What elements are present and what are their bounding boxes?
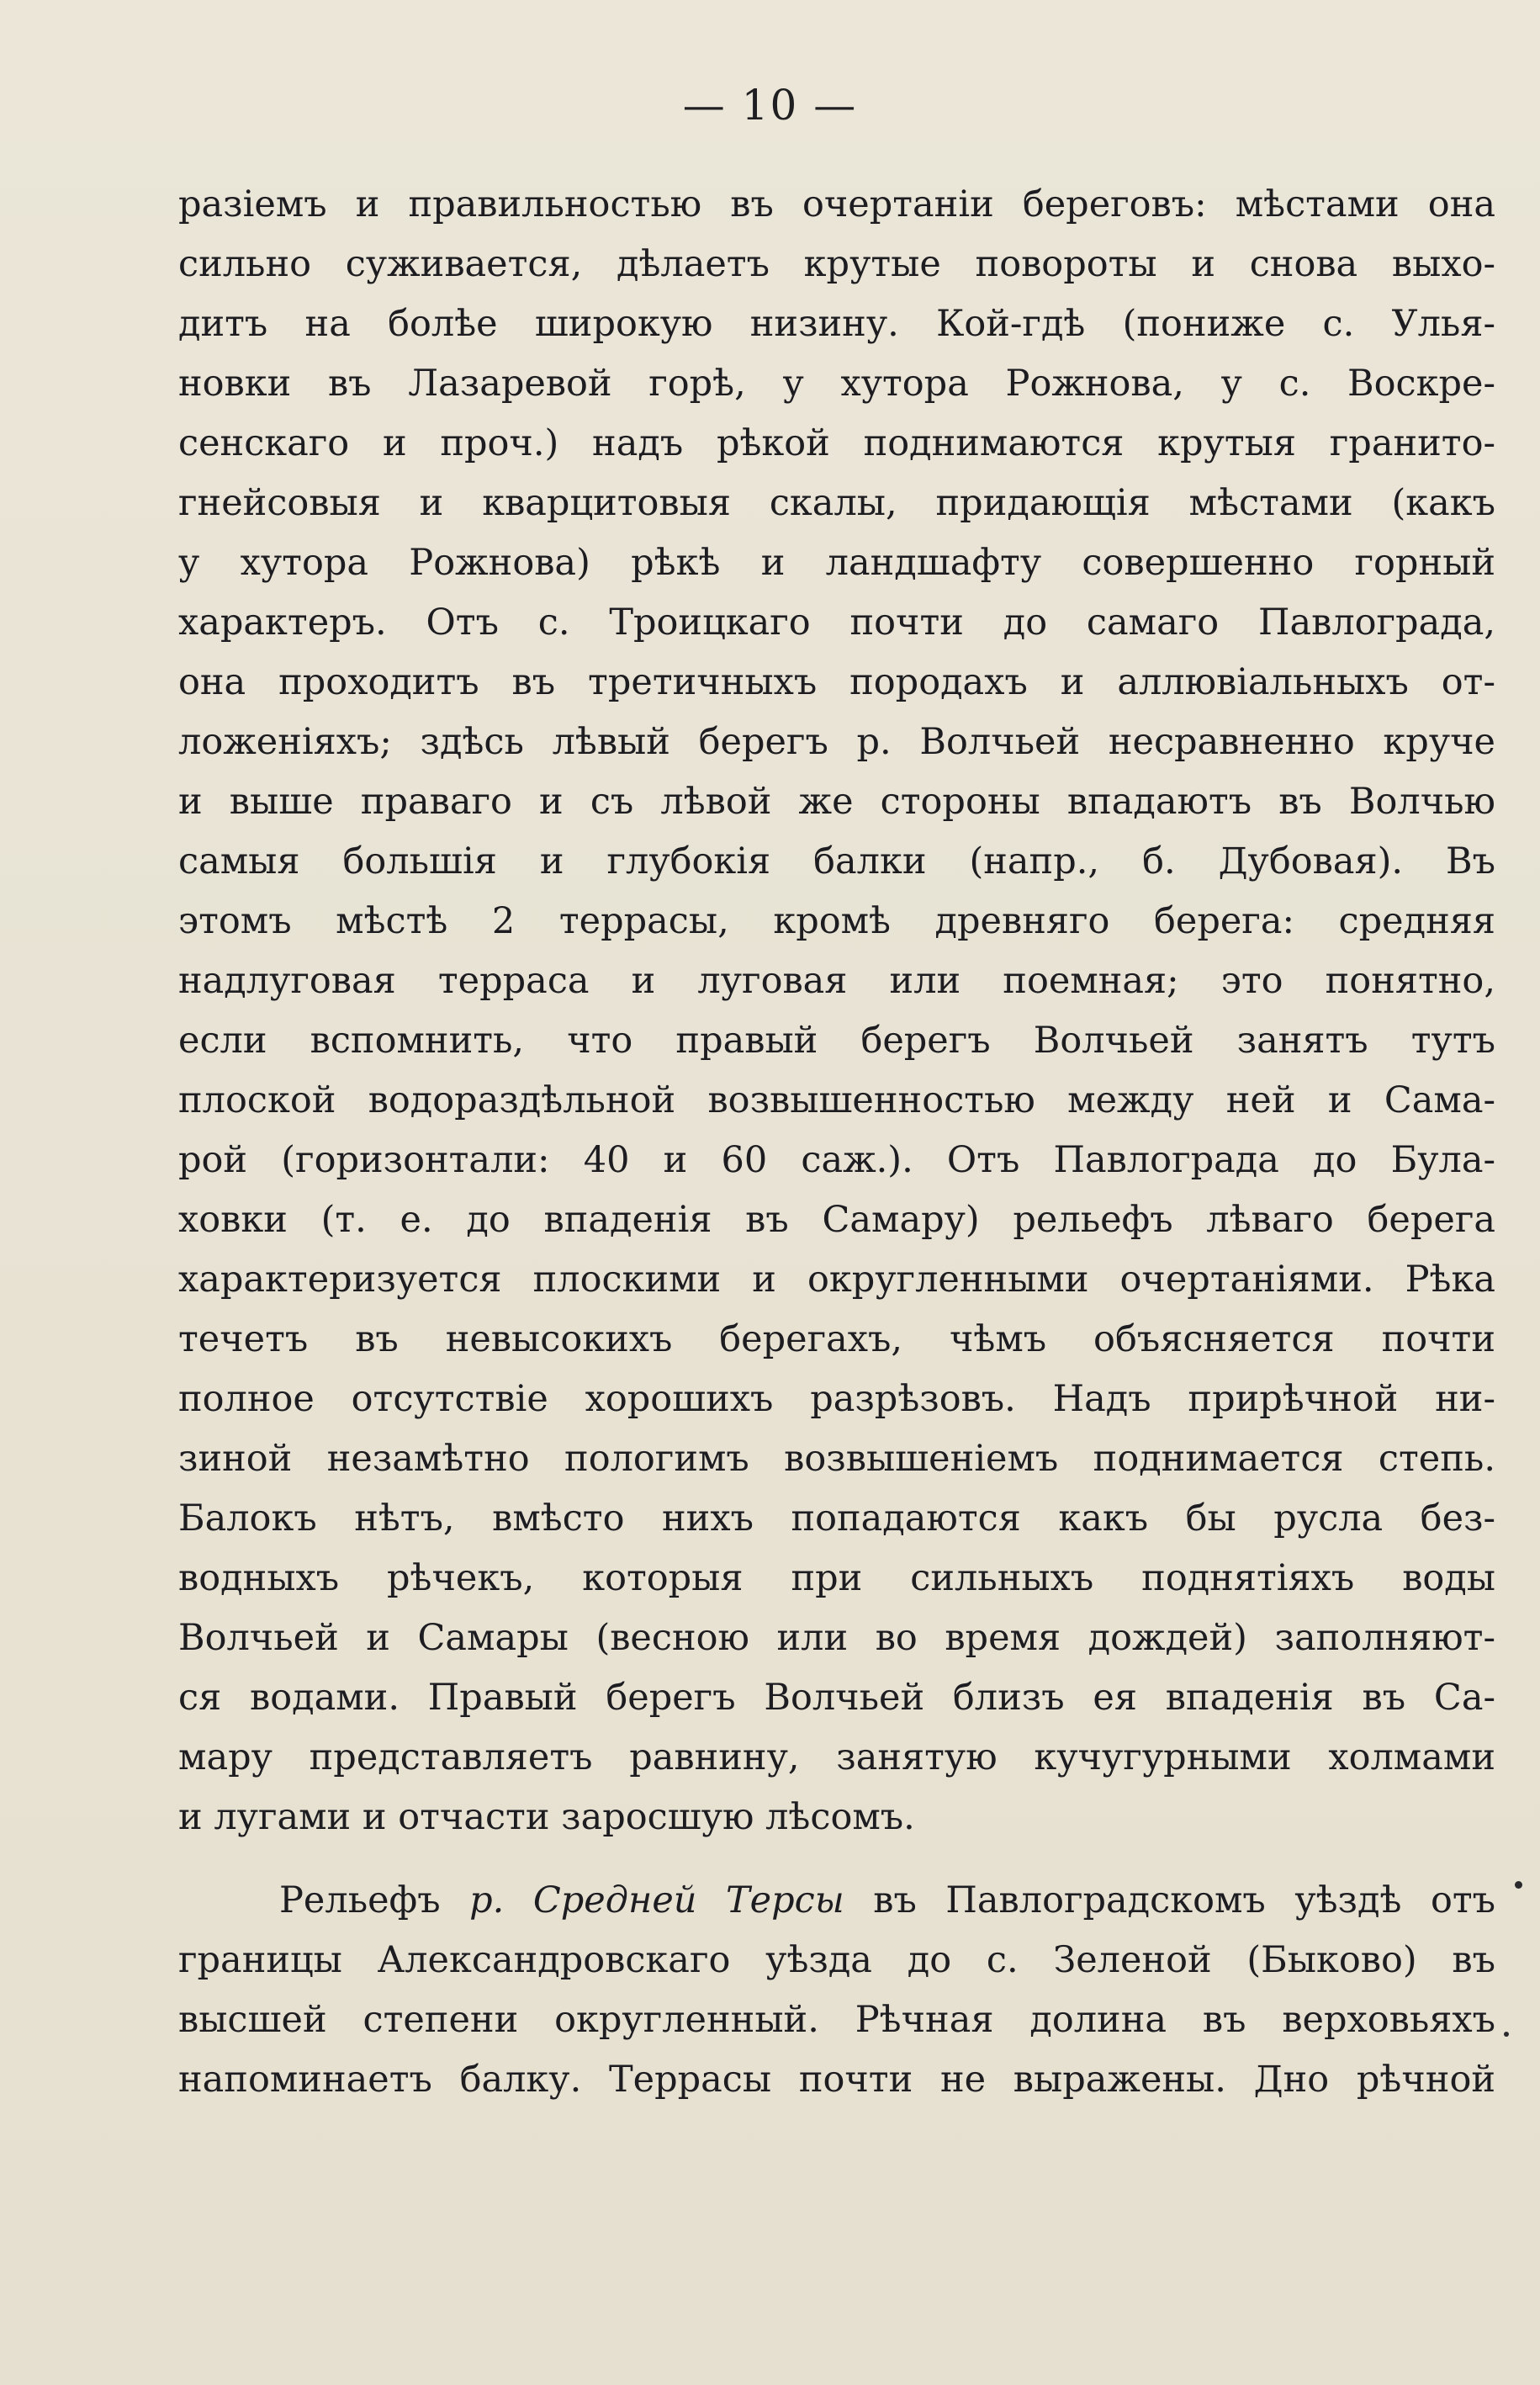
text-line: характеризуется плоскими и округленными очертаніями. Рѣка <box>178 1259 1495 1301</box>
text-line: характеръ. Отъ с. Троицкаго почти до самаго Павлограда, <box>178 602 1495 644</box>
print-speck <box>1515 1881 1522 1889</box>
text-line: плоской водораздѣльной возвышенностью между ней и Сама- <box>178 1079 1495 1121</box>
paragraph-gap <box>178 1847 1495 1871</box>
text-line: и лугами и отчасти заросшую лѣсомъ. <box>178 1796 915 1838</box>
text-line: течетъ въ невысокихъ берегахъ, чѣмъ объясняется почти <box>178 1318 1495 1360</box>
text-line: зиной незамѣтно пологимъ возвышеніемъ поднимается степь. <box>178 1438 1495 1480</box>
text-line: и выше праваго и съ лѣвой же стороны впадаютъ въ Волчью <box>178 781 1495 823</box>
text-line: разіемъ и правильностью въ очертаніи береговъ: мѣстами она <box>178 183 1495 225</box>
text-span: Рельефъ <box>279 1879 470 1921</box>
text-line: границы Александровскаго уѣзда до с. Зеленой (Быково) въ <box>178 1939 1495 1981</box>
text-line: гнейсовыя и кварцитовыя скалы, придающія мѣстами (какъ <box>178 482 1495 524</box>
text-line: надлуговая терраса и луговая или поемная; это понятно, <box>178 960 1495 1002</box>
text-line: самыя большія и глубокія балки (напр., б. Дубовая). Въ <box>178 840 1495 882</box>
text-line: ся водами. Правый берегъ Волчьей близъ ея впаденія въ Са- <box>178 1677 1495 1719</box>
text-span: въ Павлоградскомъ уѣздѣ отъ <box>844 1879 1495 1921</box>
text-line: дитъ на болѣе широкую низину. Кой-гдѣ (пониже с. Улья- <box>178 303 1495 345</box>
text-line: ложеніяхъ; здѣсь лѣвый берегъ р. Волчьей несравненно круче <box>178 721 1495 763</box>
text-line: Балокъ нѣтъ, вмѣсто нихъ попадаются какъ бы русла без- <box>178 1497 1495 1540</box>
text-line: водныхъ рѣчекъ, которыя при сильныхъ поднятіяхъ воды <box>178 1557 1495 1599</box>
text-line: сенскаго и проч.) надъ рѣкой поднимаются крутыя гранито- <box>178 422 1495 464</box>
text-line: она проходитъ въ третичныхъ породахъ и аллювіальныхъ от- <box>178 661 1495 703</box>
text-line: сильно суживается, дѣлаетъ крутые повороты и снова выхо- <box>178 243 1495 285</box>
text-line: высшей степени округленный. Рѣчная долина въ верховьяхъ <box>178 1999 1495 2041</box>
text-line: у хутора Рожнова) рѣкѣ и ландшафту совершенно горный <box>178 542 1495 584</box>
text-line: ховки (т. е. до впаденія въ Самару) рельефъ лѣваго берега <box>178 1199 1495 1241</box>
text-line: полное отсутствіе хорошихъ разрѣзовъ. Надъ прирѣчной ни- <box>178 1378 1495 1420</box>
text-line: напоминаетъ балку. Террасы почти не выражены. Дно рѣчной <box>178 2059 1495 2101</box>
print-speck <box>1504 2032 1509 2037</box>
text-line: мару представляетъ равнину, занятую кучугурными холмами <box>178 1736 1495 1778</box>
text-line: Волчьей и Самары (весною или во время дождей) заполняют- <box>178 1617 1495 1659</box>
page-number: — 10 — <box>682 81 858 130</box>
italic-river-name: р. Средней Терсы <box>469 1879 844 1921</box>
text-line: если вспомнить, что правый берегъ Волчьей занятъ тутъ <box>178 1020 1495 1062</box>
text-line: рой (горизонтали: 40 и 60 саж.). Отъ Павлограда до Була- <box>178 1139 1495 1181</box>
text-line: этомъ мѣстѣ 2 террасы, кромѣ древняго берега: средняя <box>178 900 1495 942</box>
text-line: новки въ Лазаревой горѣ, у хутора Рожнова, у с. Воскре- <box>178 363 1495 405</box>
body-text <box>178 175 1495 2110</box>
paragraph-2-first-line <box>178 1871 1495 1931</box>
